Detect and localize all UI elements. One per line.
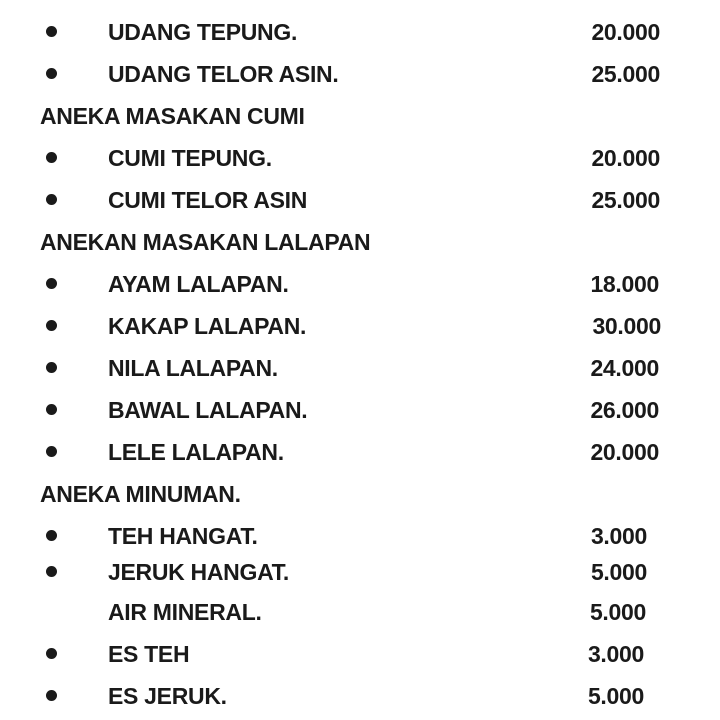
menu-item-name: AIR MINERAL.	[108, 599, 262, 625]
menu-item-name: LELE LALAPAN.	[108, 439, 284, 465]
menu-item-name: TEH HANGAT.	[108, 523, 258, 549]
cropped-heading	[40, 0, 360, 4]
menu-item-name: UDANG TELOR ASIN.	[108, 61, 339, 87]
menu-item-name: CUMI TEPUNG.	[108, 145, 272, 171]
bullet-icon	[46, 404, 57, 415]
menu-item-price: 24.000	[590, 355, 659, 381]
menu-item-price: 5.000	[587, 683, 644, 709]
menu-item-name: JERUK HANGAT.	[108, 559, 289, 585]
section-heading-title: ANEKA MINUMAN.	[40, 481, 241, 507]
bullet-icon	[46, 530, 57, 541]
menu-item-name: NILA LALAPAN.	[108, 355, 278, 381]
menu-item-name: KAKAP LALAPAN.	[108, 313, 307, 339]
bullet-icon	[46, 152, 57, 163]
bullet-icon	[46, 446, 57, 457]
bullet-icon	[46, 68, 57, 79]
menu-item-price: 3.000	[590, 523, 647, 549]
bullet-icon	[46, 648, 57, 659]
menu-item-price: 5.000	[590, 559, 647, 585]
bullet-icon	[46, 194, 57, 205]
menu-item-price: 20.000	[591, 19, 660, 45]
menu-item-price: 20.000	[591, 145, 660, 171]
menu-item-name: ES JERUK.	[108, 683, 227, 709]
menu-item-price: 30.000	[592, 313, 661, 339]
bullet-icon	[46, 690, 57, 701]
menu-item-name: CUMI TELOR ASIN	[108, 187, 308, 213]
bullet-icon	[46, 362, 57, 373]
menu-item-price: 20.000	[590, 439, 659, 465]
menu-item-price: 3.000	[587, 641, 644, 667]
menu-item-price: 26.000	[590, 397, 659, 423]
menu-item-price: 5.000	[589, 599, 646, 625]
menu-item-name: BAWAL LALAPAN.	[108, 397, 308, 423]
bullet-icon	[46, 278, 57, 289]
menu-item-name: ES TEH	[108, 641, 190, 667]
bullet-icon	[46, 320, 57, 331]
menu-item-name: AYAM LALAPAN.	[108, 271, 289, 297]
menu-item-price: 25.000	[591, 61, 660, 87]
section-heading-title: ANEKAN MASAKAN LALAPAN	[40, 229, 371, 255]
section-heading-title: ANEKA MASAKAN CUMI	[40, 103, 305, 129]
menu-item-price: 25.000	[591, 187, 660, 213]
bullet-icon	[46, 26, 57, 37]
menu-item-name: UDANG TEPUNG.	[108, 19, 298, 45]
bullet-icon	[46, 566, 57, 577]
menu-item-price: 18.000	[590, 271, 659, 297]
